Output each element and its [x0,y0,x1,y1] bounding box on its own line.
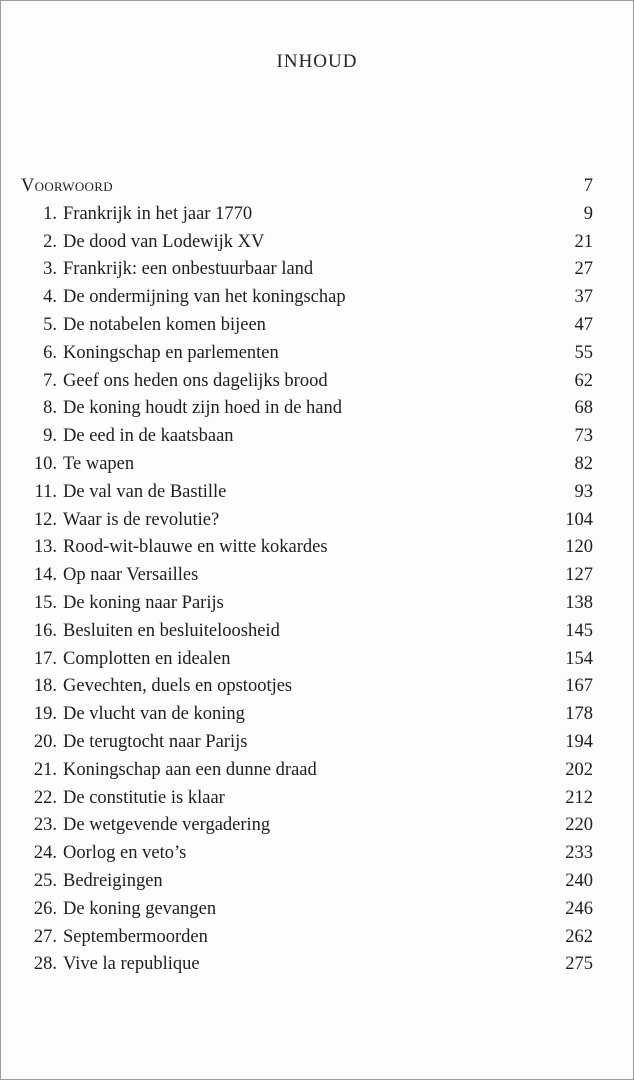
toc-entry-number: 14. [33,565,57,586]
toc-preface [21,173,593,201]
toc-entry-number: 18. [33,676,57,697]
toc-entry-number: 12. [33,509,57,530]
toc-entry-page: 21 [574,231,593,252]
toc-entry-page: 104 [565,509,593,530]
toc-entry-page: 233 [565,843,593,864]
toc-entry [21,201,593,229]
page-title: INHOUD [276,51,358,72]
toc-entry-title: Gevechten, duels en opstootjes [63,676,293,697]
toc-entry-title: De val van de Bastille [63,481,227,502]
toc-entry-page: 167 [565,676,593,697]
toc-entry-page: 202 [565,759,593,780]
toc-entry-title: Rood-wit-blauwe en witte kokardes [63,537,328,558]
toc-entry-title: Besluiten en besluiteloosheid [63,620,280,641]
toc-entry-page: 73 [574,426,593,447]
toc-entry-number: 5. [43,314,57,335]
toc-entry-page: 55 [574,342,593,363]
toc-entry-page: 37 [574,287,593,308]
toc-entry-page: 240 [565,870,593,891]
toc-entry-page: 82 [574,453,593,474]
toc-entry-page: 127 [565,565,593,586]
toc-entry-title: De ondermijning van het koningschap [63,287,346,308]
toc-entry [21,840,593,868]
toc-entry-number: 7. [43,370,57,391]
toc-entry-page: 138 [565,592,593,613]
toc-entry-title: De terugtocht naar Parijs [63,731,248,752]
toc-entry-page: 27 [574,259,593,280]
toc-entry [21,312,593,340]
toc-entry-number: 19. [33,704,57,725]
toc-entry [21,618,593,646]
toc-entry-number: 20. [33,731,57,752]
toc-entry-number: 17. [33,648,57,669]
toc-entry-number: 2. [43,231,57,252]
table-of-contents [21,173,593,979]
toc-entry [21,284,593,312]
toc-entry [21,812,593,840]
toc-preface-page: 7 [583,176,593,196]
toc-entry [21,924,593,952]
toc-entry-number: 9. [43,426,57,447]
toc-entry-number: 3. [43,259,57,280]
toc-entry [21,673,593,701]
toc-entry-page: 68 [574,398,593,419]
toc-entry-title: De dood van Lodewijk XV [63,231,265,252]
toc-entry-title: De wetgevende vergadering [63,815,271,836]
toc-entry [21,951,593,979]
toc-entry-page: 212 [565,787,593,808]
toc-entry-number: 23. [33,815,57,836]
toc-entry-number: 16. [33,620,57,641]
toc-entry-page: 120 [565,537,593,558]
toc-entry-title: Oorlog en veto’s [63,843,187,864]
toc-entry [21,534,593,562]
toc-entry-title: Te wapen [63,453,135,474]
toc-entry-page: 262 [565,926,593,947]
toc-entry-page: 93 [574,481,593,502]
toc-entry-number: 15. [33,592,57,613]
toc-entry-number: 1. [43,203,57,224]
toc-entry-page: 220 [565,815,593,836]
toc-entry-title: Waar is de revolutie? [63,509,220,530]
toc-entry-number: 4. [43,287,57,308]
toc-entry [21,729,593,757]
toc-entry-title: Complotten en idealen [63,648,231,669]
toc-entry-title: De koning gevangen [63,898,217,919]
toc-entry-number: 6. [43,342,57,363]
toc-entry-title: Koningschap aan een dunne draad [63,759,317,780]
toc-entry-page: 145 [565,620,593,641]
toc-entry-number: 22. [33,787,57,808]
toc-entry-title: Frankrijk: een onbestuurbaar land [63,259,314,280]
toc-entry-title: Frankrijk in het jaar 1770 [63,203,253,224]
toc-entry-title: Geef ons heden ons dagelijks brood [63,370,328,391]
toc-entry-title: De eed in de kaatsbaan [63,426,234,447]
toc-entry-title: De constitutie is klaar [63,787,225,808]
toc-entry-page: 62 [574,370,593,391]
toc-entry [21,757,593,785]
toc-entry [21,451,593,479]
toc-entry-number: 21. [33,759,57,780]
toc-entry-title: Op naar Versailles [63,565,199,586]
toc-entry-title: De notabelen komen bijeen [63,314,266,335]
toc-entry [21,896,593,924]
toc-entry [21,340,593,368]
toc-entry [21,562,593,590]
toc-entry-page: 47 [574,314,593,335]
toc-entry [21,395,593,423]
toc-entry [21,256,593,284]
toc-entry-number: 11. [34,481,57,502]
toc-entry-number: 10. [33,453,57,474]
toc-entry-title: De vlucht van de koning [63,704,245,725]
toc-entry-number: 27. [33,926,57,947]
toc-entry-number: 13. [33,537,57,558]
toc-preface-label: Voorwoord [21,176,113,196]
toc-entry-page: 275 [565,954,593,975]
toc-entry-page: 178 [565,704,593,725]
toc-entry-title: Vive la republique [63,954,200,975]
toc-entry-page: 9 [583,203,593,224]
toc-entry-number: 26. [33,898,57,919]
toc-entry-title: Bedreigingen [63,870,163,891]
toc-entry [21,868,593,896]
toc-entry [21,590,593,618]
toc-entry-number: 8. [43,398,57,419]
toc-entry [21,646,593,674]
toc-entry [21,479,593,507]
toc-entry [21,507,593,535]
toc-entry [21,423,593,451]
toc-entry-title: Septembermoorden [63,926,208,947]
toc-entry [21,368,593,396]
toc-entry-page: 194 [565,731,593,752]
toc-entry-number: 24. [33,843,57,864]
toc-entry [21,785,593,813]
toc-entry-page: 154 [565,648,593,669]
toc-entry-number: 28. [33,954,57,975]
toc-entry [21,229,593,257]
toc-entry-title: De koning houdt zijn hoed in de hand [63,398,342,419]
toc-entry-title: Koningschap en parlementen [63,342,279,363]
toc-entry [21,701,593,729]
toc-entry-number: 25. [33,870,57,891]
toc-entry-title: De koning naar Parijs [63,592,224,613]
toc-entry-page: 246 [565,898,593,919]
